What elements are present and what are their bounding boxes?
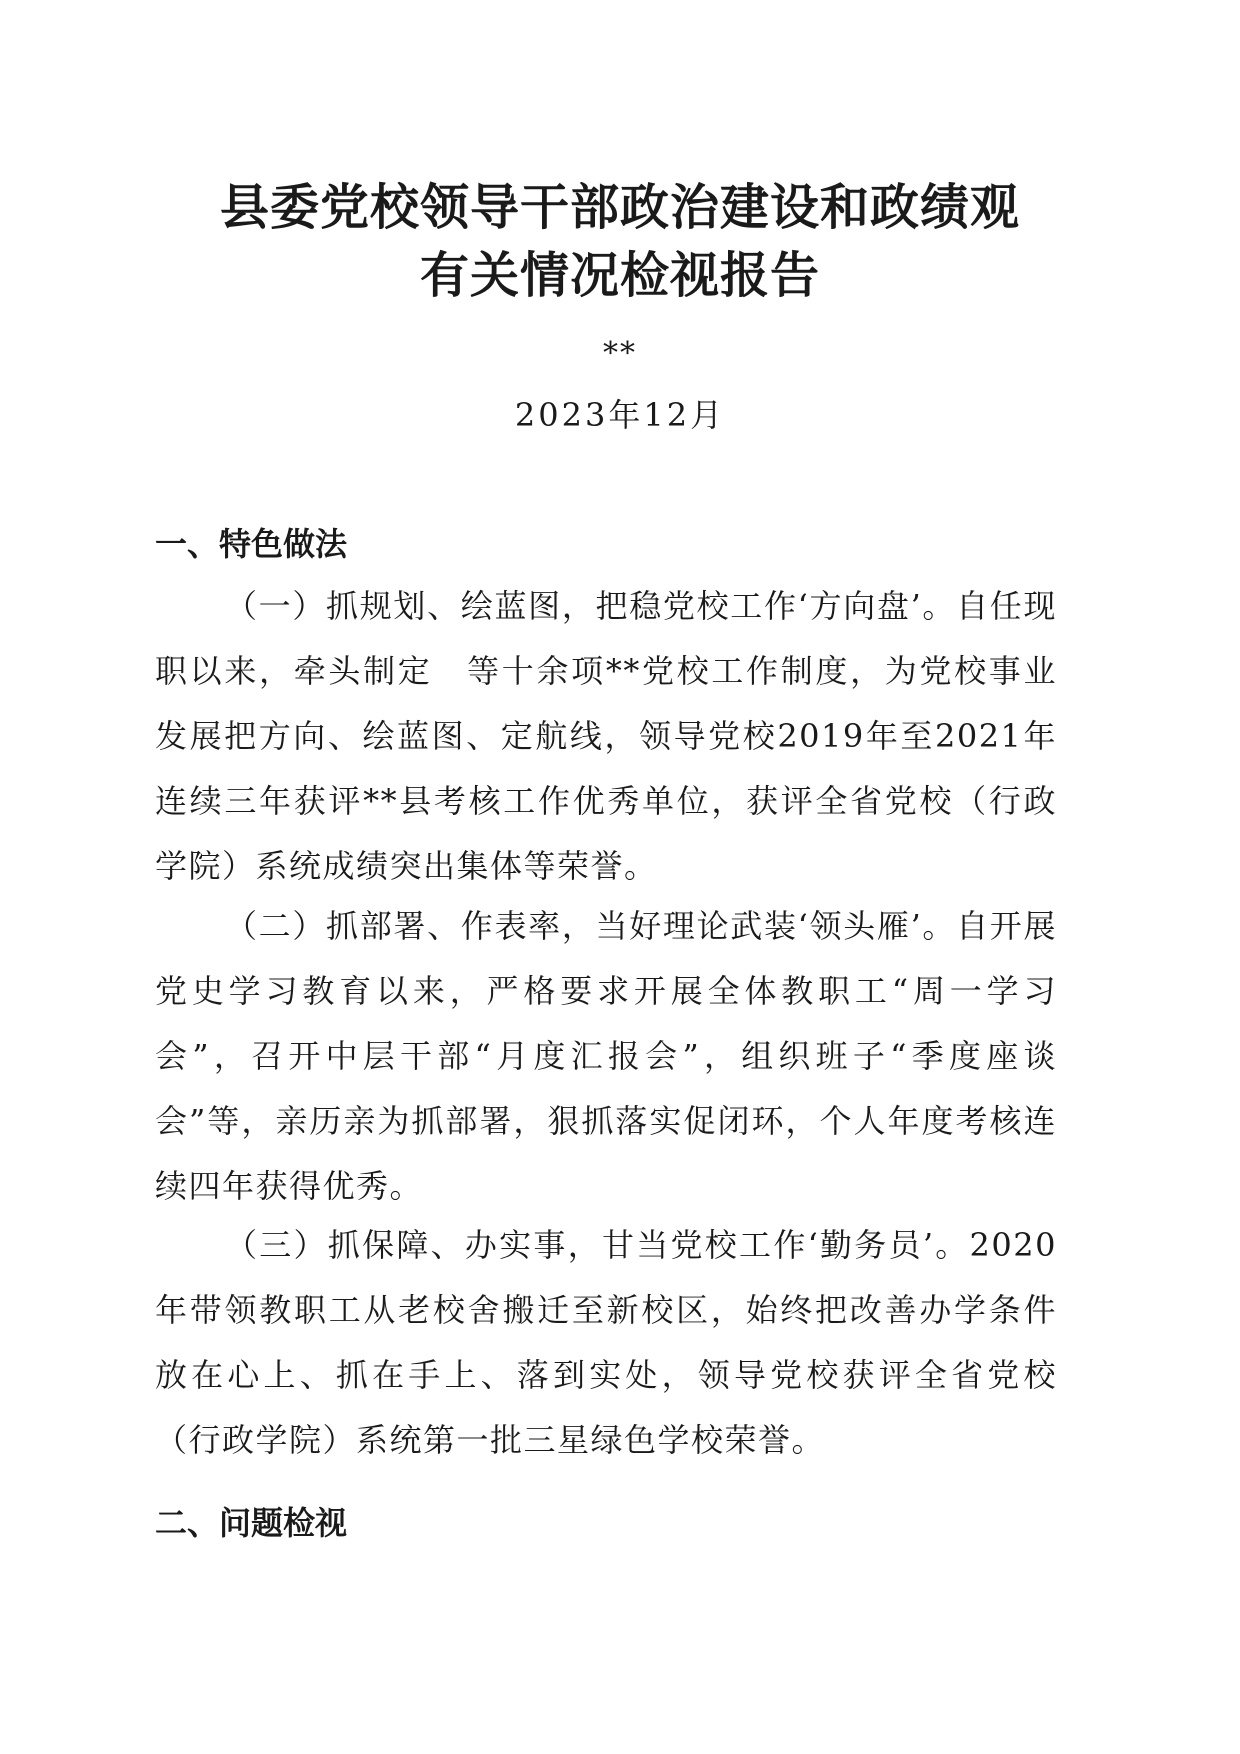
document-title-line-1: 县委党校领导干部政治建设和政绩观	[219, 179, 1020, 236]
paragraph-planning: （一）抓规划、绘蓝图，把稳党校工作‘方向盘’。自任现职以来，牵头制定 等十余项**党校工作制度，为党校事业发展把方向、绘蓝图、定航线，领导党校2019年至2021年连续三年获评**县考核工作优秀单位，获评全省党校（行政学院）系统成绩突出集体等荣誉。	[155, 587, 1057, 885]
paragraph-deployment: （二）抓部署、作表率，当好理论武装‘领头雁’。自开展党史学习教育以来，严格要求开展全体教职工“周一学习会”，召开中层干部“月度汇报会”，组织班子“季度座谈会”等，亲历亲为抓部署，狠抓落实促闭环，个人年度考核连续四年获得优秀。	[155, 907, 1057, 1205]
document-title-line-2: 有关情况检视报告	[419, 247, 820, 304]
section-heading-features: 一、特色做法	[155, 525, 348, 563]
section-heading-issues: 二、问题检视	[155, 1504, 348, 1542]
document-date: 2023年12月	[514, 396, 726, 434]
paragraph-support: （三）抓保障、办实事，甘当党校工作‘勤务员’。2020年带领教职工从老校舍搬迁至新校区，始终把改善办学条件放在心上、抓在手上、落到实处，领导党校获评全省党校（行政学院）系统第一批三星绿色学校荣誉。	[155, 1226, 1057, 1459]
document-author: **	[603, 336, 637, 371]
